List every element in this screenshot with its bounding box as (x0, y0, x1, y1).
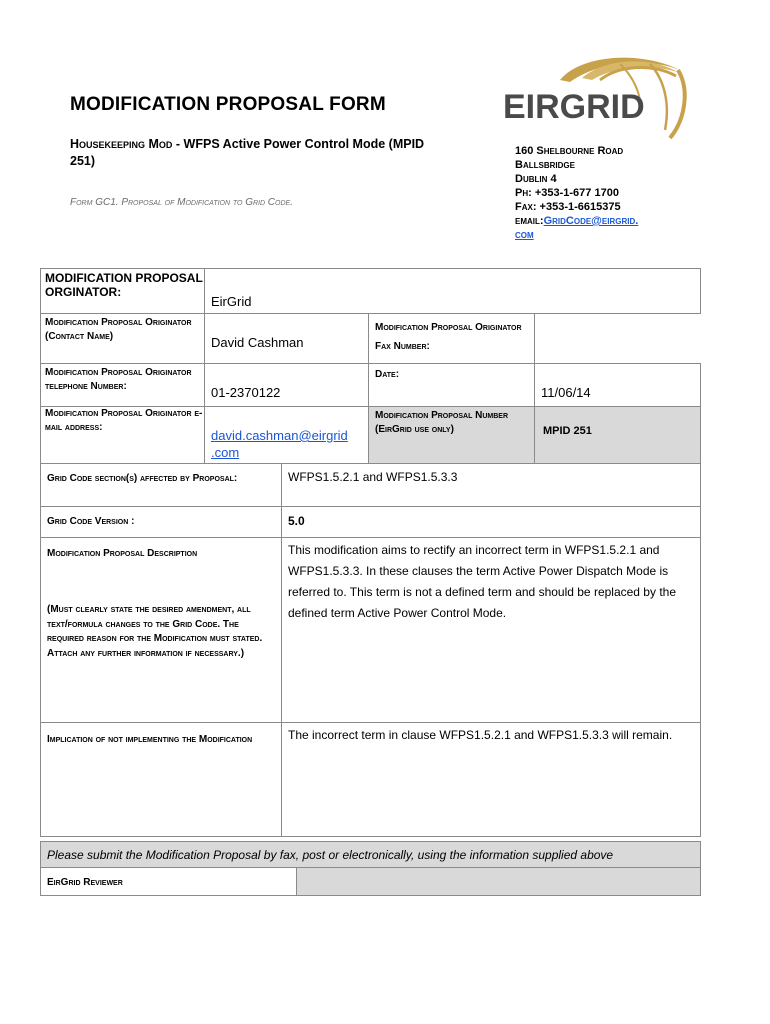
subtitle-prefix: Housekeeping Mod (70, 137, 173, 151)
telephone-label: Modification Proposal Originator telephone Number: (45, 367, 192, 392)
form-reference: Form GC1. Proposal of Modification to Grid Code. (70, 197, 293, 208)
description-value: This modification aims to rectify an incorrect term in WFPS1.5.2.1 and WFPS1.5.3.3. In these clauses the term Active Power Dispatch Mode is referred to. This term is not a defined term and should be replaced by the defined term Active Power Control Mode. (288, 543, 676, 620)
contact-address (515, 144, 638, 242)
email-value[interactable] (211, 427, 368, 461)
description-label-cell (41, 538, 282, 723)
reviewer-label: EirGrid Reviewer (47, 877, 123, 888)
email-link-cont[interactable]: com (515, 229, 534, 241)
sections-value: WFPS1.5.2.1 and WFPS1.5.3.3 (288, 470, 458, 484)
submit-note: Please submit the Modification Proposal by fax, post or electronically, using the information supplied above (47, 848, 614, 862)
reviewer-label-cell (41, 868, 297, 896)
version-label-cell (41, 507, 282, 538)
implication-label-cell (41, 723, 282, 837)
subtitle-rest: - WFPS Active Power Control Mode (MPID 251) (70, 137, 425, 168)
fax-label-cell (369, 314, 535, 364)
contact-value: David Cashman (211, 335, 304, 350)
implication-label: Implication of not implementing the Modification (47, 734, 253, 745)
email-link[interactable]: GridCode@eirgrid. (543, 215, 639, 227)
originator-table (40, 268, 701, 464)
sections-label: Grid Code section(s) affected by Proposal: (47, 473, 238, 484)
version-value-cell[interactable] (282, 507, 701, 538)
contact-value-cell[interactable] (205, 314, 369, 364)
originator-value-cell[interactable] (205, 269, 701, 314)
sections-label-cell (41, 464, 282, 507)
email-label-cell (41, 407, 205, 464)
proposal-number-value-cell (535, 407, 701, 464)
telephone-label-cell (41, 364, 205, 407)
reviewer-value-cell (297, 868, 701, 896)
contact-label-cell (41, 314, 205, 364)
address-email (515, 214, 638, 228)
implication-value-cell[interactable] (282, 723, 701, 837)
originator-label-cell (41, 269, 205, 314)
email-label: email: (515, 215, 544, 227)
proposal-number-label: Modification Proposal Number (EirGrid use only) (375, 410, 509, 435)
address-phone: Ph: +353-1-677 1700 (515, 187, 619, 199)
version-value: 5.0 (288, 514, 305, 528)
sections-value-cell[interactable] (282, 464, 701, 507)
originator-value: EirGrid (211, 294, 252, 309)
telephone-value: 01-2370122 (211, 385, 281, 400)
originator-label: MODIFICATION PROPOSAL ORGINATOR: (45, 271, 203, 299)
address-line-1: 160 Shelbourne Road (515, 145, 624, 157)
fax-value-cell[interactable] (535, 314, 701, 364)
reviewer-table (40, 841, 701, 896)
proposal-number-label-cell (369, 407, 535, 464)
email-label: Modification Proposal Originator e-mail address: (45, 408, 203, 433)
telephone-value-cell[interactable] (205, 364, 369, 407)
email-value-1: david.cashman@eirgrid (211, 428, 348, 443)
address-line-3: Dublin 4 (515, 173, 557, 185)
form-title: MODIFICATION PROPOSAL FORM (70, 94, 386, 115)
submit-note-cell (41, 842, 701, 868)
address-line-2: Ballsbridge (515, 159, 575, 171)
implication-value: The incorrect term in clause WFPS1.5.2.1 and WFPS1.5.3.3 will remain. (288, 728, 673, 742)
date-label: Date: (375, 369, 400, 380)
eirgrid-logo (500, 50, 690, 140)
logo-text: EIRGRID (503, 88, 645, 126)
description-value-cell[interactable] (282, 538, 701, 723)
version-label: Grid Code Version : (47, 516, 135, 527)
date-label-cell (369, 364, 535, 407)
proposal-number-value: MPID 251 (543, 425, 592, 437)
description-label: Modification Proposal Description (47, 548, 198, 559)
date-value: 11/06/14 (541, 385, 591, 400)
address-fax: Fax: +353-1-6615375 (515, 201, 621, 213)
date-value-cell[interactable] (535, 364, 701, 407)
description-note: (Must clearly state the desired amendment, all text/formula changes to the Grid Code. The required reason for the Modification must stated. Attach any further information if necessary.) (47, 604, 263, 659)
form-subtitle (70, 136, 430, 170)
email-value-cell[interactable] (205, 407, 369, 464)
proposal-table (40, 463, 701, 837)
contact-label: Modification Proposal Originator (Contact Name) (45, 317, 192, 342)
fax-label: Modification Proposal Originator Fax Number: (375, 322, 522, 352)
email-value-2: .com (211, 445, 240, 460)
